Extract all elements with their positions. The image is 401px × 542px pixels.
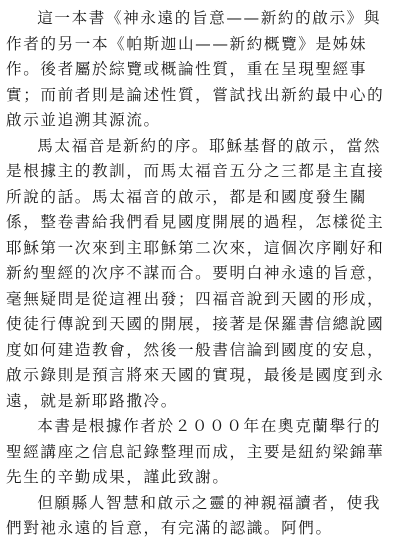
paragraph-intro: 這一本書《神永遠的旨意——新約的啟示》與作者的另一本《帕斯迦山——新約概覽》是姊妹作。後者屬於綜覽或概論性質，重在呈現聖經事實；而前者則是論述性質，嘗試找出新約最中心的啟示並追溯其源流。 [6,9,385,129]
paragraph-matthew: 馬太福音是新約的序。耶穌基督的啟示，當然是根據主的教訓，而馬太福音五分之三都是主直接所說的話。馬太福音的啟示，都是和國度發生關係，整卷書給我們看見國度開展的過程，怎樣從主耶穌第一次來到主耶穌第二次來，這個次序剛好和新約聖經的次序不謀而合。要明白神永遠的旨意，毫無疑問是從這裡出發；四福音說到天國的形成，使徒行傳說到天國的開展，接著是保羅書信總說國度如何建造教會，然後一般書信論到國度的安息，啟示錄則是預言將來天國的實現，最後是國度到永遠，就是新耶路撒冷。 [6,136,385,410]
paragraph-acknowledgement: 本書是根據作者於２０００年在奧克蘭舉行的聖經講座之信息記錄整理而成，主要是紐約梁錦華先生的辛勤成果，謹此致謝。 [6,417,385,486]
paragraph-blessing: 但願縣人智慧和啟示之靈的神親福讀者，使我們對祂永遠的旨意，有完滿的認識。阿們。 [6,493,382,537]
document-page [6,6,395,542]
